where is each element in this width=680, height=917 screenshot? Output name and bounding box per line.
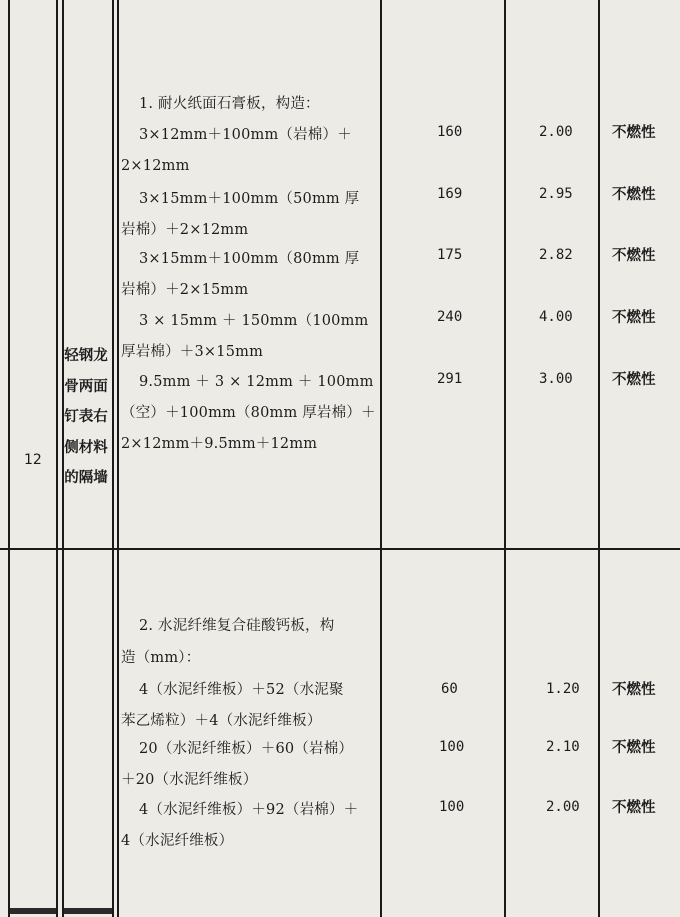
column-divider: [117, 0, 119, 917]
construction-line: 3×12mm＋100mm（岩棉）＋: [139, 127, 352, 143]
construction-line: 苯乙烯粒）＋4（水泥纤维板）: [121, 713, 322, 729]
section1-heading: 1. 耐火纸面石膏板，构造：: [139, 96, 320, 112]
construction-line: 2×12mm: [121, 158, 190, 174]
fire-limit-value: 2.95: [539, 186, 573, 202]
table-border-left: [8, 0, 10, 917]
construction-line: 4（水泥纤维板）: [121, 833, 234, 849]
construction-line: 厚岩棉）＋3×15mm: [121, 344, 264, 360]
column-divider: [380, 0, 382, 917]
row-number: 12: [24, 452, 42, 468]
combustibility-rating: 不燃性: [612, 800, 656, 816]
thickness-value: 100: [439, 799, 465, 815]
construction-line: 岩棉）＋2×12mm: [121, 222, 249, 238]
column-divider: [598, 0, 600, 917]
section2-heading: 造（mm）：: [121, 650, 201, 666]
bottom-rule: [64, 908, 112, 914]
construction-line: ＋20（水泥纤维板）: [121, 772, 258, 788]
construction-line: 9.5mm ＋ 3 × 12mm ＋ 100mm: [139, 374, 374, 390]
construction-line: 3×15mm＋100mm（50mm 厚: [139, 191, 360, 207]
construction-line: 3×15mm＋100mm（80mm 厚: [139, 251, 360, 267]
construction-line: （空）＋100mm（80mm 厚岩棉）＋: [121, 405, 376, 421]
fire-limit-value: 2.00: [539, 124, 573, 140]
combustibility-rating: 不燃性: [612, 372, 656, 388]
fire-limit-value: 2.10: [546, 739, 580, 755]
column-divider: [56, 0, 58, 917]
combustibility-rating: 不燃性: [612, 248, 656, 264]
construction-line: 4（水泥纤维板）＋52（水泥聚: [139, 682, 344, 698]
thickness-value: 175: [437, 247, 463, 263]
thickness-value: 60: [441, 681, 458, 697]
thickness-value: 291: [437, 371, 463, 387]
fire-limit-value: 2.82: [539, 247, 573, 263]
section2-heading: 2. 水泥纤维复合硅酸钙板，构: [139, 618, 335, 634]
column-divider: [504, 0, 506, 917]
combustibility-rating: 不燃性: [612, 187, 656, 203]
fire-limit-value: 3.00: [539, 371, 573, 387]
construction-line: 4（水泥纤维板）＋92（岩棉）＋: [139, 802, 359, 818]
thickness-value: 160: [437, 124, 463, 140]
construction-line: 3 × 15mm ＋ 150mm（100mm: [139, 313, 369, 329]
bottom-rule: [10, 908, 56, 914]
construction-line: 20（水泥纤维板）＋60（岩棉）: [139, 741, 354, 757]
thickness-value: 169: [437, 186, 463, 202]
fire-limit-value: 4.00: [539, 309, 573, 325]
section-divider: [0, 548, 680, 550]
combustibility-rating: 不燃性: [612, 310, 656, 326]
fire-limit-value: 2.00: [546, 799, 580, 815]
combustibility-rating: 不燃性: [612, 125, 656, 141]
construction-line: 岩棉）＋2×15mm: [121, 282, 249, 298]
column-divider: [112, 0, 114, 917]
combustibility-rating: 不燃性: [612, 682, 656, 698]
thickness-value: 100: [439, 739, 465, 755]
thickness-value: 240: [437, 309, 463, 325]
construction-line: 2×12mm＋9.5mm＋12mm: [121, 436, 318, 452]
wall-type-label: 轻钢龙骨两面钉表右侧材料的隔墙: [64, 347, 108, 486]
combustibility-rating: 不燃性: [612, 740, 656, 756]
fire-limit-value: 1.20: [546, 681, 580, 697]
